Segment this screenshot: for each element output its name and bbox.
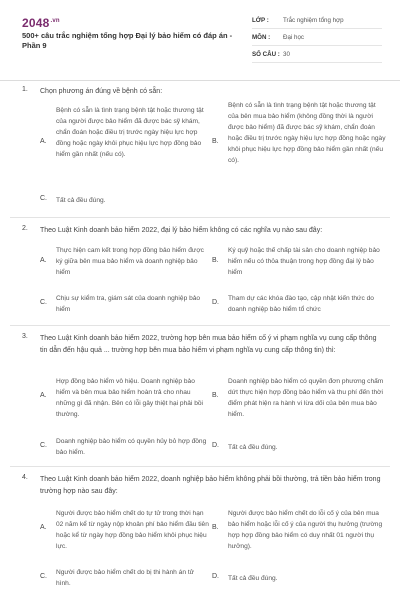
header-divider <box>0 80 400 81</box>
page-title: 500+ câu trắc nghiệm tổng hợp Đại lý bảo hiểm có đáp án - Phần 9 <box>22 31 233 50</box>
option-text: Người được bảo hiểm chết do lỗi cố ý của bên mua bảo hiểm hoặc lỗi cố ý của người thụ hưởng (trường hợp hợp đồng bảo hiểm có duy nhất 01 người thụ hưởng). <box>228 510 383 550</box>
question-number: 4. <box>22 474 28 481</box>
header <box>0 0 400 74</box>
option-text: Hợp đồng bảo hiểm vô hiệu. Doanh nghiệp bảo hiểm và bên mua bảo hiểm hoàn trả cho nhau những gì đã nhận. Bên có lỗi gây thiệt hại phải bồi thường. <box>56 378 204 418</box>
meta-row-class <box>252 12 382 29</box>
option-letter: D. <box>212 442 219 449</box>
meta-key: LỚP : <box>252 16 269 24</box>
question-number: 3. <box>22 333 28 340</box>
question-number: 1. <box>22 86 28 93</box>
option-text: Ký quỹ hoặc thế chấp tài sản cho doanh nghiệp bảo hiểm nếu có thỏa thuận trong hợp đồng đại lý bảo hiểm <box>228 247 380 276</box>
question-divider <box>10 217 390 218</box>
meta-table <box>252 12 382 63</box>
meta-key: SỐ CÂU : <box>252 50 280 58</box>
question-divider <box>10 325 390 326</box>
option-letter: A. <box>40 392 47 399</box>
question-number: 2. <box>22 225 28 232</box>
question-text: Theo Luật Kinh doanh bảo hiểm 2022, doanh nghiệp bảo hiểm không phải bồi thường, trả tiền bảo hiểm trong trường hợp nào sau đây: <box>40 476 381 495</box>
option-text: Người được bảo hiểm chết do bị thi hành án tử hình. <box>56 569 195 587</box>
option-letter: C. <box>40 442 47 449</box>
meta-key: MÔN : <box>252 33 271 41</box>
meta-row-subject <box>252 29 382 46</box>
logo-domain: .vn <box>50 18 60 24</box>
option-text: Bệnh có sẵn là tình trạng bệnh tật hoặc thương tật của người được bảo hiểm đã được bác sỹ khám, chẩn đoán hoặc điều trị trước ngày hiệu lực hợp đồng hoặc ngày khôi phục hiệu lực hợp đồng bảo hiểm gần nhất (nếu có). <box>56 107 204 158</box>
option-letter: B. <box>212 392 219 399</box>
option-text: Tham dự các khóa đào tạo, cập nhật kiến thức do doanh nghiệp bảo hiểm tổ chức <box>228 295 374 313</box>
meta-row-count <box>252 46 382 63</box>
option-letter: A. <box>40 524 47 531</box>
option-text: Doanh nghiệp bảo hiểm có quyền đơn phương chấm dứt thực hiện hợp đồng bảo hiểm và thu phí đến thời điểm phát hiện ra hành vi lừa dối của bên mua bảo hiểm. <box>228 378 384 418</box>
option-text: Tất cả đều đúng. <box>228 444 278 451</box>
option-letter: A. <box>40 257 47 264</box>
option-text: Chịu sự kiểm tra, giám sát của doanh nghiệp bảo hiểm <box>56 295 201 313</box>
meta-value: Trắc nghiệm tổng hợp <box>283 16 344 24</box>
option-letter: C. <box>40 299 47 306</box>
question-text: Theo Luật Kinh doanh bảo hiểm 2022, trường hợp bên mua bảo hiểm cố ý vi phạm nghĩa vụ cung cấp thông tin dẫn đến hậu quả ... trường hợp bên mua bảo hiểm vi phạm nghĩa vụ cung cấp thông tin) thì: <box>40 335 377 354</box>
meta-value: 30 <box>283 50 290 58</box>
option-letter: D. <box>212 573 219 580</box>
option-letter: B. <box>212 524 219 531</box>
option-letter: B. <box>212 257 219 264</box>
option-text: Thực hiện cam kết trong hợp đồng bảo hiểm được ký giữa bên mua bảo hiểm và doanh nghiệp bảo hiểm <box>56 247 204 276</box>
option-letter: D. <box>212 299 219 306</box>
option-text: Tất cả đều đúng. <box>228 575 278 582</box>
question-divider <box>10 466 390 467</box>
logo-main: 2048 <box>22 16 50 30</box>
option-text: Doanh nghiệp bảo hiểm có quyền hủy bỏ hợp đồng bảo hiểm. <box>56 438 207 456</box>
question-text: Chọn phương án đúng về bệnh có sẵn: <box>40 88 163 95</box>
option-text: Bệnh có sẵn là tình trạng bệnh tật hoặc thương tật của bên mua bảo hiểm (không đồng thời là người được bảo hiểm) đã được bác sỹ khám, chẩn đoán hoặc điều trị trước ngày hiệu lực hợp đồng hoặc ngày khôi phục hiệu lực hợp đồng bảo hiểm gần nhất (nếu có). <box>228 102 386 164</box>
option-letter: A. <box>40 138 47 145</box>
option-letter: C. <box>40 195 47 202</box>
meta-value: Đại học <box>283 33 304 41</box>
option-letter: C. <box>40 573 47 580</box>
option-text: Tất cả đều đúng. <box>56 197 106 204</box>
site-logo[interactable] <box>22 16 60 30</box>
option-letter: B. <box>212 138 219 145</box>
question-text: Theo Luật Kinh doanh bảo hiểm 2022, đại lý bảo hiểm không có các nghĩa vụ nào sau đây: <box>40 227 323 234</box>
option-text: Người được bảo hiểm chết do tự tử trong thời hạn 02 năm kể từ ngày nộp khoản phí bảo hiểm đầu tiên hoặc kể từ ngày hợp đồng bảo hiểm khôi phục hiệu lực. <box>56 510 209 550</box>
